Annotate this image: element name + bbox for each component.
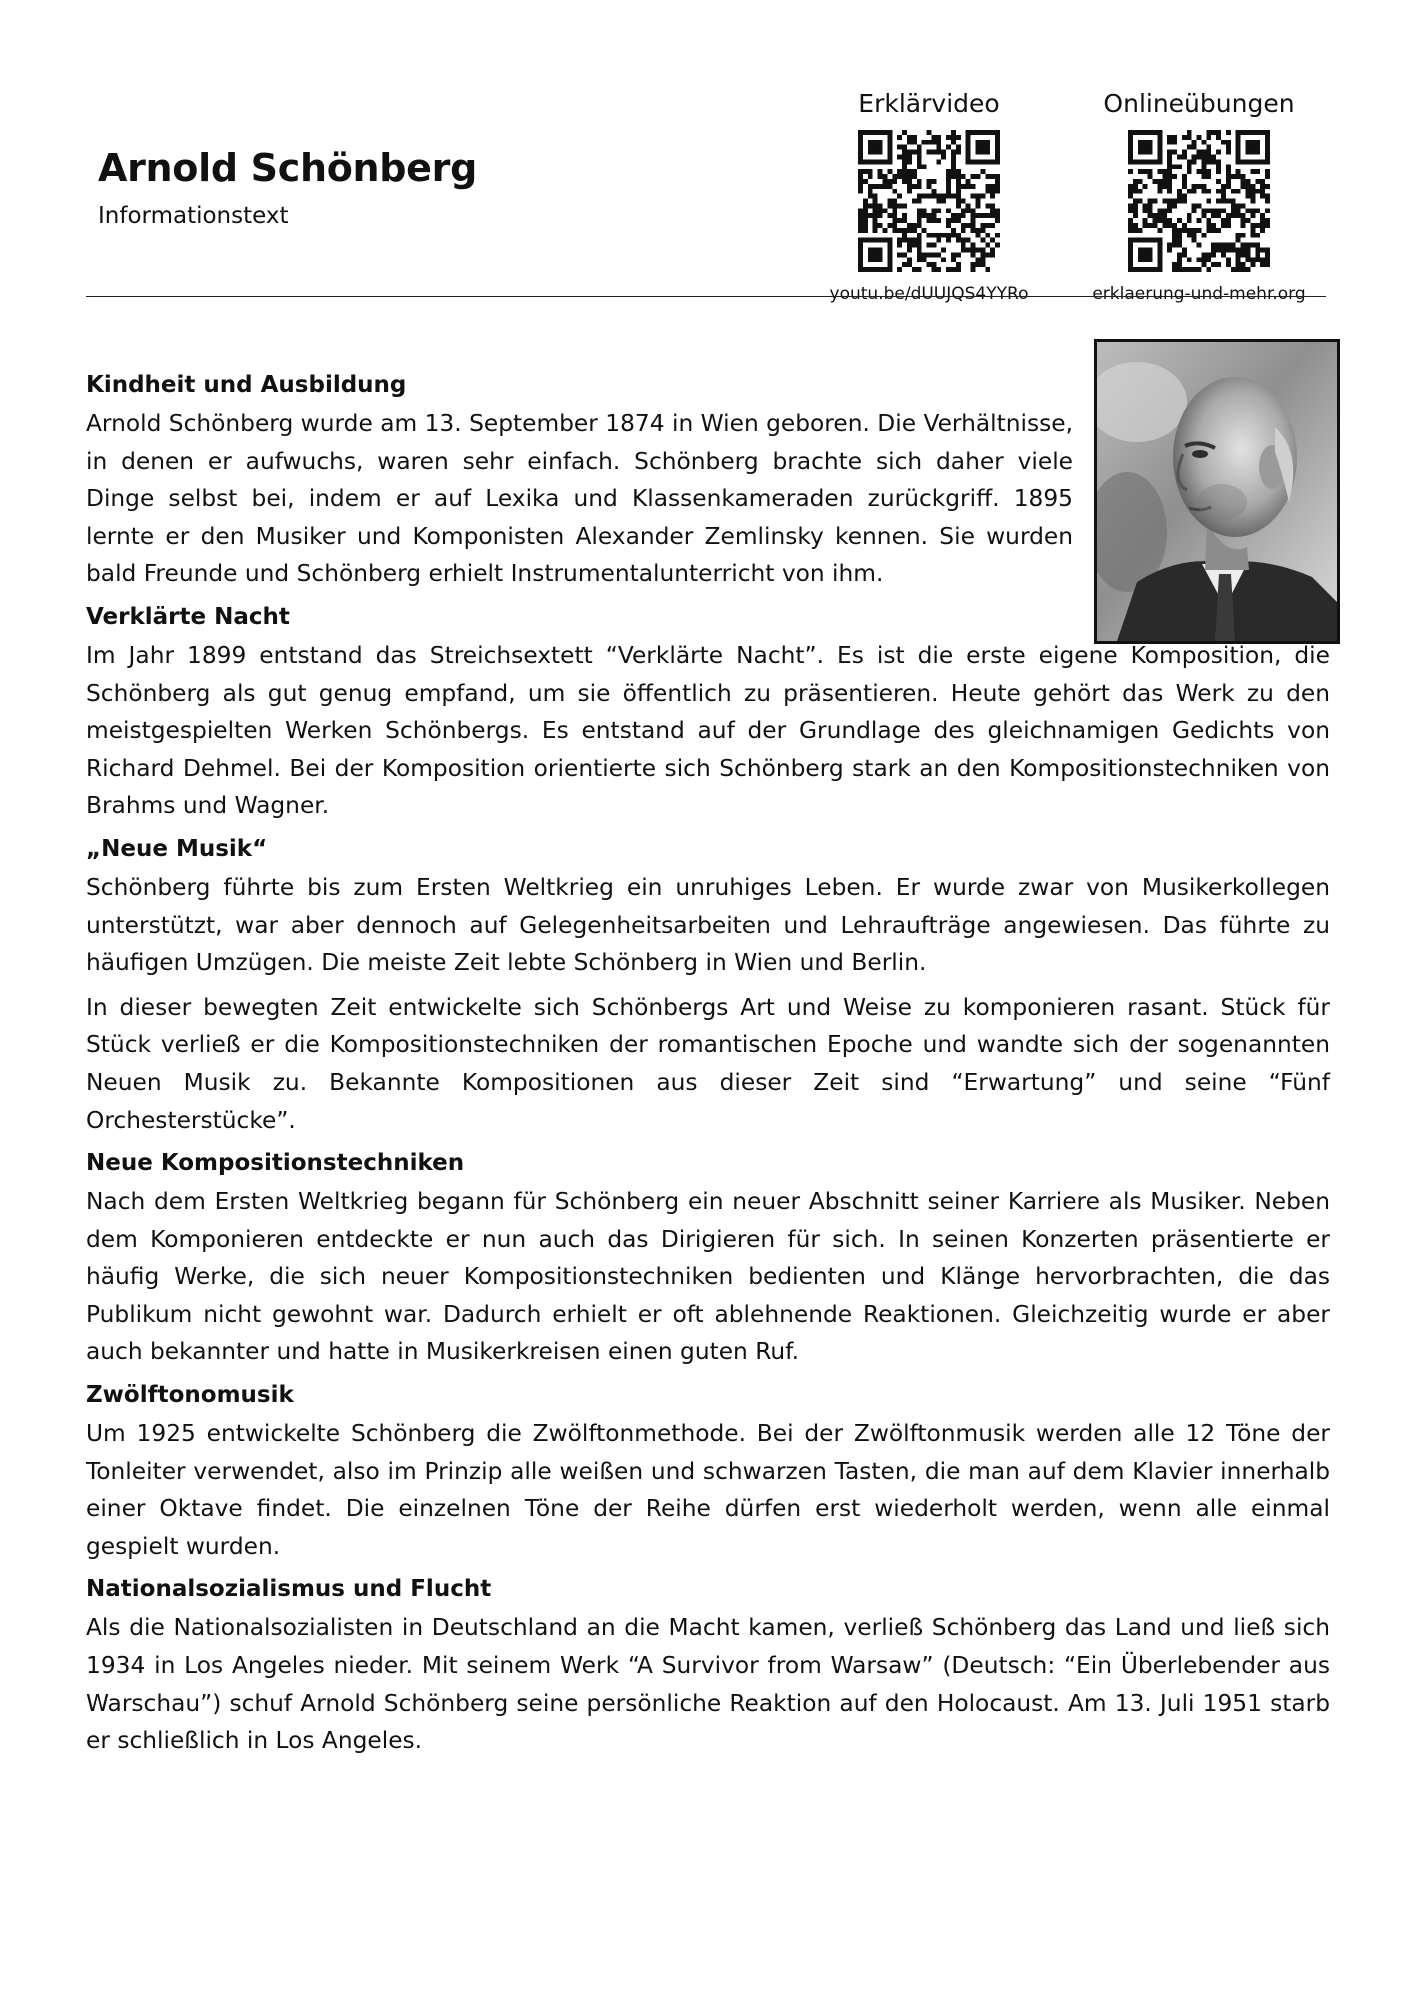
paragraph: Als die Nationalsozialisten in Deutschland an die Macht kamen, verließ Schönberg das Land und ließ sich 1934 in Los Angeles nieder. Mit seinem Werk “A Survivor from Warsaw” (Deutsch: “Ein Überlebender aus Warschau”) schuf Arnold Schönberg seine persönliche Reaktion auf den Holocaust. Am 13. Juli 1951 starb er schließlich in Los Angeles. [86, 1614, 1330, 1755]
paragraph: Nach dem Ersten Weltkrieg begann für Schönberg ein neuer Abschnitt seiner Karriere als Musiker. Neben dem Komponieren entdeckte er nun auch das Dirigieren für sich. In seinen Konzerten präsentierte er häufig Werke, die sich neuer Kompositionstechniken bedienten und Klänge hervorbrachten, die das Publikum nicht gewohnt war. Dadurch erhielt er oft ablehnende Reaktionen. Gleichzeitig wurde er aber auch bekannter und hatte in Musikerkreisen einen guten Ruf. [86, 1188, 1330, 1366]
page-title: Arnold Schönberg [98, 146, 477, 190]
paragraph: Schönberg führte bis zum Ersten Weltkrieg ein unruhiges Leben. Er wurde zwar von Musikerkollegen unterstützt, war aber dennoch auf Gelegenheitsarbeiten und Lehraufträge angewiesen. Das führte zu häufigen Umzügen. Die meiste Zeit lebte Schönberg in Wien und Berlin. [86, 873, 1330, 977]
section-heading: Nationalsozialismus und Flucht [86, 1576, 492, 1603]
section-heading: Verklärte Nacht [86, 603, 290, 630]
qr-block-video [814, 86, 1044, 304]
section-kompositionstechniken [86, 1146, 1330, 1371]
section-heading: Neue Kompositionstechniken [86, 1150, 465, 1177]
paragraph: Arnold Schönberg wurde am 13. September 1874 in Wien geboren. Die Verhältnisse, in denen er aufwuchs, waren sehr einfach. Schönberg brachte sich daher viele Dinge selbst bei, indem er auf Lexika und Klassenkameraden zurückgriff. 1895 lernte er den Musiker und Komponisten Alexander Zemlinsky kennen. Sie wurden bald Freunde und Schönberg erhielt Instrumentalunterricht von ihm. [86, 410, 1073, 588]
section-neue-musik [86, 832, 1330, 1139]
qr-label-exercises: Onlineübungen [1103, 89, 1295, 118]
paragraph: Im Jahr 1899 entstand das Streichsextett “Verklärte Nacht”. Es ist die erste eigene Komposition, die Schönberg als gut genug empfand, um sie öffentlich zu präsentieren. Heute gehört das Werk zu den meistgespielten Werken Schönbergs. Es entstand auf der Grundlage des gleichnamigen Gedichts von Richard Dehmel. Bei der Komposition orientierte sich Schönberg stark an den Kompositionstechniken von Brahms und Wagner. [86, 641, 1330, 820]
qr-url-exercises[interactable]: erklaerung-und-mehr.org [1092, 284, 1306, 304]
section-kindheit [86, 368, 1330, 593]
qr-label-video: Erklärvideo [858, 89, 1000, 118]
paragraph: In dieser bewegten Zeit entwickelte sich Schönbergs Art und Weise zu komponieren rasant. Stück für Stück verließ er die Kompositionstechniken der romantischen Epoche und wandte sich der sogenannten Neuen Musik zu. Bekannte Kompositionen aus dieser Zeit sind “Erwartung” und seine “Fünf Orchesterstücke”. [86, 993, 1330, 1134]
section-heading: Kindheit und Ausbildung [86, 372, 407, 398]
qr-url-video[interactable]: youtu.be/dUUJQS4YYRo [829, 284, 1029, 304]
qr-code-icon[interactable] [858, 130, 1000, 272]
qr-code-icon[interactable] [1128, 130, 1270, 272]
header-divider [86, 296, 1326, 297]
section-zwoelftonmusik [86, 1378, 1330, 1565]
section-heading: Zwölftonomusik [86, 1382, 294, 1409]
paragraph: Um 1925 entwickelte Schönberg die Zwölftonmethode. Bei der Zwölftonmusik werden alle 12 Töne der Tonleiter verwendet, also im Prinzip alle weißen und schwarzen Tasten, die man auf dem Klavier innerhalb einer Oktave findet. Die einzelnen Töne der Reihe dürfen erst wiederholt werden, wenn alle einmal gespielt wurden. [86, 1420, 1330, 1560]
section-heading: „Neue Musik“ [86, 835, 268, 862]
section-verklaerte-nacht [86, 600, 1330, 825]
document-body [86, 368, 1330, 1767]
qr-block-exercises [1084, 86, 1314, 304]
section-flucht [86, 1572, 1330, 1759]
page-subtitle: Informationstext [98, 203, 289, 229]
